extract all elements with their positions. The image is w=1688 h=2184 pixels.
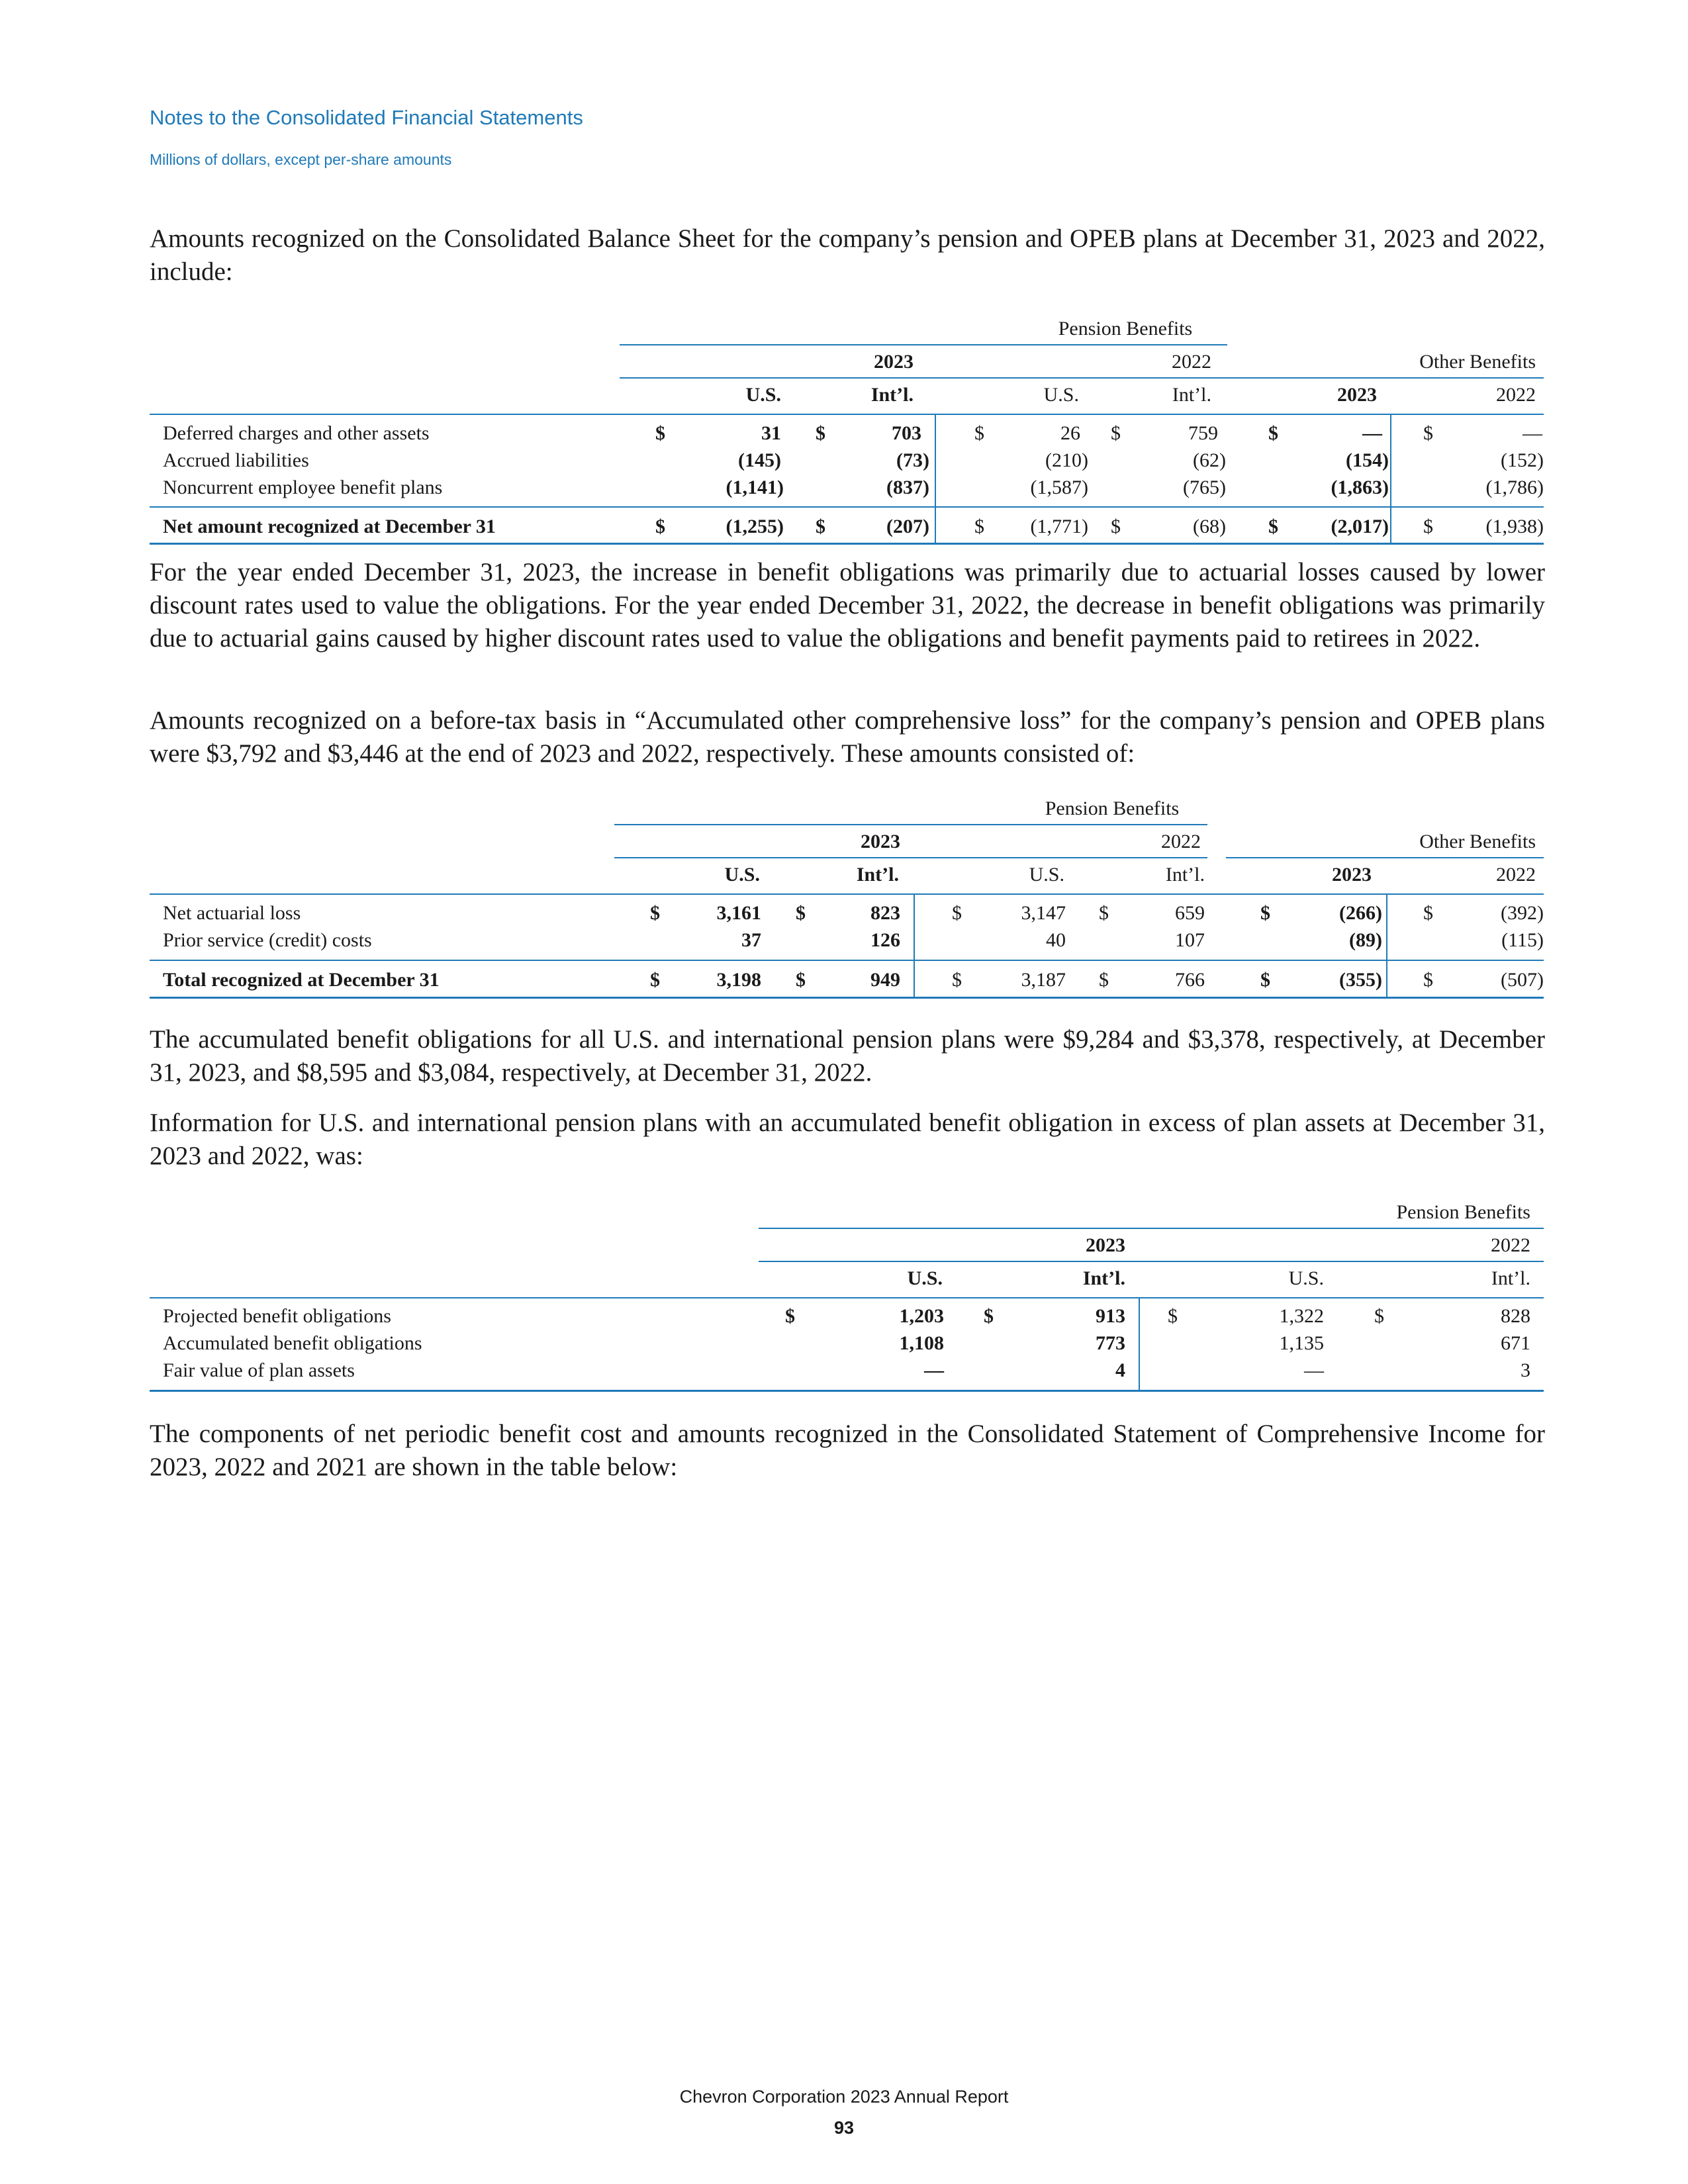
section-subtitle: Millions of dollars, except per-share amounts (150, 151, 452, 168)
total-cell: (68) (1193, 516, 1226, 537)
value-cell: 4 (1115, 1359, 1125, 1381)
dollar-sign: $ (1111, 422, 1121, 444)
pension-benefits-heading: Pension Benefits (1396, 1201, 1530, 1223)
col-intl-2022: Int’l. (1491, 1267, 1530, 1289)
col-other-2023: 2023 (1337, 384, 1377, 406)
dollar-sign: $ (952, 969, 962, 991)
value-cell: (837) (886, 477, 929, 498)
row-label: Fair value of plan assets (163, 1359, 355, 1381)
total-cell: (2,017) (1331, 516, 1389, 537)
dollar-sign: $ (1260, 969, 1270, 991)
value-cell: 31 (761, 422, 781, 444)
value-cell: 37 (741, 929, 761, 951)
col-us-2022: U.S. (1288, 1267, 1324, 1289)
dollar-sign: $ (1268, 422, 1278, 444)
section-title: Notes to the Consolidated Financial Statements (150, 106, 583, 129)
rule (1226, 377, 1544, 379)
value-cell: (62) (1193, 449, 1226, 471)
dollar-sign: $ (984, 1305, 994, 1327)
rule (759, 1228, 1544, 1229)
value-cell: — (1304, 1359, 1324, 1381)
col-intl-2022: Int’l. (1172, 384, 1211, 406)
dollar-sign: $ (655, 516, 665, 537)
rule (150, 960, 1544, 961)
row-label: Deferred charges and other assets (163, 422, 430, 444)
rule (150, 543, 1544, 545)
dollar-sign: $ (816, 516, 825, 537)
value-cell: (392) (1501, 902, 1544, 924)
value-cell: 40 (1046, 929, 1066, 951)
row-label: Noncurrent employee benefit plans (163, 477, 443, 498)
year-2023-heading: 2023 (874, 351, 914, 373)
value-cell: 659 (1175, 902, 1205, 924)
value-cell: 26 (1060, 422, 1080, 444)
col-intl-2023: Int’l. (1082, 1267, 1125, 1289)
dollar-sign: $ (1423, 422, 1433, 444)
other-benefits-heading: Other Benefits (1419, 351, 1536, 373)
rule (150, 997, 1544, 999)
col-intl-2022: Int’l. (1165, 864, 1205, 886)
row-label: Accrued liabilities (163, 449, 309, 471)
dollar-sign: $ (1423, 516, 1433, 537)
col-intl-2023: Int’l. (870, 384, 914, 406)
total-label: Total recognized at December 31 (163, 969, 440, 991)
col-us-2022: U.S. (1043, 384, 1079, 406)
paragraph-excess-obligations: Information for U.S. and international pension plans with an accumulated benefit obligation in excess of plan assets at December 31, 2023 and 2022, was: (150, 1109, 1545, 1170)
dollar-sign: $ (1374, 1305, 1384, 1327)
dollar-sign: $ (974, 516, 984, 537)
paragraph-accumulated-obligations: The accumulated benefit obligations for all U.S. and international pension plans were $9,284 and $3,378, respectively, at December 31, 2023, and $8,595 and $3,084, respectively, at December 31, 2022. (150, 1025, 1545, 1087)
total-cell: (207) (886, 516, 929, 537)
dollar-sign: $ (1268, 516, 1278, 537)
other-benefits-heading: Other Benefits (1419, 831, 1536, 852)
total-label: Net amount recognized at December 31 (163, 516, 496, 537)
dollar-sign: $ (1423, 902, 1433, 924)
dollar-sign: $ (1111, 516, 1121, 537)
dollar-sign: $ (650, 969, 660, 991)
value-cell: 671 (1501, 1332, 1530, 1354)
dollar-sign: $ (1260, 902, 1270, 924)
dollar-sign: $ (655, 422, 665, 444)
col-separator (935, 415, 936, 545)
value-cell: 3 (1521, 1359, 1530, 1381)
value-cell: (210) (1045, 449, 1088, 471)
value-cell: (1,863) (1331, 477, 1389, 498)
dollar-sign: $ (796, 902, 806, 924)
rule (150, 1390, 1544, 1392)
value-cell: 828 (1501, 1305, 1530, 1327)
total-cell: (1,255) (726, 516, 784, 537)
value-cell: (89) (1349, 929, 1382, 951)
col-us-2023: U.S. (907, 1267, 943, 1289)
dollar-sign: $ (952, 902, 962, 924)
col-separator (914, 895, 915, 998)
row-label: Net actuarial loss (163, 902, 301, 924)
rule (620, 344, 1227, 345)
value-cell: (152) (1501, 449, 1544, 471)
value-cell: 1,108 (899, 1332, 944, 1354)
rule (759, 1261, 1544, 1262)
value-cell: 107 (1175, 929, 1205, 951)
col-separator (1386, 895, 1387, 998)
value-cell: 823 (870, 902, 900, 924)
value-cell: 1,135 (1279, 1332, 1324, 1354)
col-us-2023: U.S. (745, 384, 781, 406)
dollar-sign: $ (796, 969, 806, 991)
value-cell: (1,786) (1485, 477, 1544, 498)
value-cell: 773 (1096, 1332, 1125, 1354)
year-2022-heading: 2022 (1491, 1234, 1530, 1256)
paragraph-aoci: Amounts recognized on a before-tax basis in “Accumulated other comprehensive loss” for the company’s pension and OPEB plans were $3,792 and $3,446 at the end of 2023 and 2022, respectively. These amounts consisted of: (150, 706, 1545, 768)
pension-benefits-heading: Pension Benefits (1045, 797, 1180, 819)
page-number: 93 (833, 2118, 855, 2138)
total-cell: 3,187 (1021, 969, 1066, 991)
rule (150, 1297, 1544, 1298)
value-cell: (1,587) (1030, 477, 1088, 498)
rule (614, 824, 1207, 825)
dollar-sign: $ (1099, 902, 1109, 924)
dollar-sign: $ (816, 422, 825, 444)
row-label: Prior service (credit) costs (163, 929, 372, 951)
total-cell: 949 (870, 969, 900, 991)
row-label: Accumulated benefit obligations (163, 1332, 422, 1354)
dollar-sign: $ (1423, 969, 1433, 991)
pension-benefits-heading: Pension Benefits (1058, 318, 1193, 340)
col-separator (1390, 415, 1391, 545)
year-2023-heading: 2023 (861, 831, 900, 852)
value-cell: 3,147 (1021, 902, 1066, 924)
col-us-2023: U.S. (724, 864, 760, 886)
year-2023-heading: 2023 (1086, 1234, 1125, 1256)
total-cell: 766 (1175, 969, 1205, 991)
rule (150, 506, 1544, 508)
value-cell: 1,203 (899, 1305, 944, 1327)
value-cell: 703 (892, 422, 921, 444)
col-separator (1139, 1298, 1140, 1391)
value-cell: (73) (896, 449, 929, 471)
col-other-2022: 2022 (1496, 864, 1536, 886)
dollar-sign: $ (785, 1305, 795, 1327)
total-cell: (507) (1501, 969, 1544, 991)
paragraph-intro-balance-sheet: Amounts recognized on the Consolidated Balance Sheet for the company’s pension and OPEB plans at December 31, 2023 and 2022, include: (150, 224, 1545, 286)
col-us-2022: U.S. (1029, 864, 1064, 886)
year-2022-heading: 2022 (1172, 351, 1211, 373)
total-cell: (1,938) (1485, 516, 1544, 537)
row-label: Projected benefit obligations (163, 1305, 391, 1327)
col-other-2022: 2022 (1496, 384, 1536, 406)
total-cell: (1,771) (1030, 516, 1088, 537)
col-intl-2023: Int’l. (856, 864, 899, 886)
rule (614, 857, 1207, 858)
value-cell: — (924, 1359, 944, 1381)
value-cell: 759 (1188, 422, 1218, 444)
dollar-sign: $ (1168, 1305, 1178, 1327)
dollar-sign: $ (974, 422, 984, 444)
value-cell: (266) (1339, 902, 1382, 924)
dollar-sign: $ (650, 902, 660, 924)
value-cell: — (1362, 422, 1382, 444)
value-cell: 913 (1096, 1305, 1125, 1327)
total-cell: 3,198 (716, 969, 761, 991)
rule (150, 414, 1544, 415)
value-cell: (115) (1501, 929, 1544, 951)
rule (150, 893, 1544, 895)
col-other-2023: 2023 (1332, 864, 1372, 886)
paragraph-benefit-obligations: For the year ended December 31, 2023, the increase in benefit obligations was primarily due to actuarial losses caused by lower discount rates used to value the obligations. For the year ended December 31, 2022, the decrease in benefit obligations was primarily due to actuarial gains caused by higher discount rates used to value the obligations and benefit payments paid to retirees in 2022. (150, 558, 1545, 653)
paragraph-net-periodic-cost: The components of net periodic benefit cost and amounts recognized in the Consolidated Statement of Comprehensive Income for 2023, 2022 and 2021 are shown in the table below: (150, 1420, 1545, 1481)
rule (620, 377, 1227, 379)
rule (1226, 857, 1544, 858)
year-2022-heading: 2022 (1161, 831, 1201, 852)
value-cell: (765) (1183, 477, 1226, 498)
total-cell: (355) (1339, 969, 1382, 991)
value-cell: (145) (738, 449, 781, 471)
value-cell: 1,322 (1279, 1305, 1324, 1327)
footer-report-name: Chevron Corporation 2023 Annual Report (679, 2087, 1009, 2107)
value-cell: (154) (1346, 449, 1389, 471)
value-cell: (1,141) (726, 477, 784, 498)
dollar-sign: $ (1099, 969, 1109, 991)
value-cell: — (1523, 422, 1542, 444)
value-cell: 3,161 (716, 902, 761, 924)
value-cell: 126 (870, 929, 900, 951)
